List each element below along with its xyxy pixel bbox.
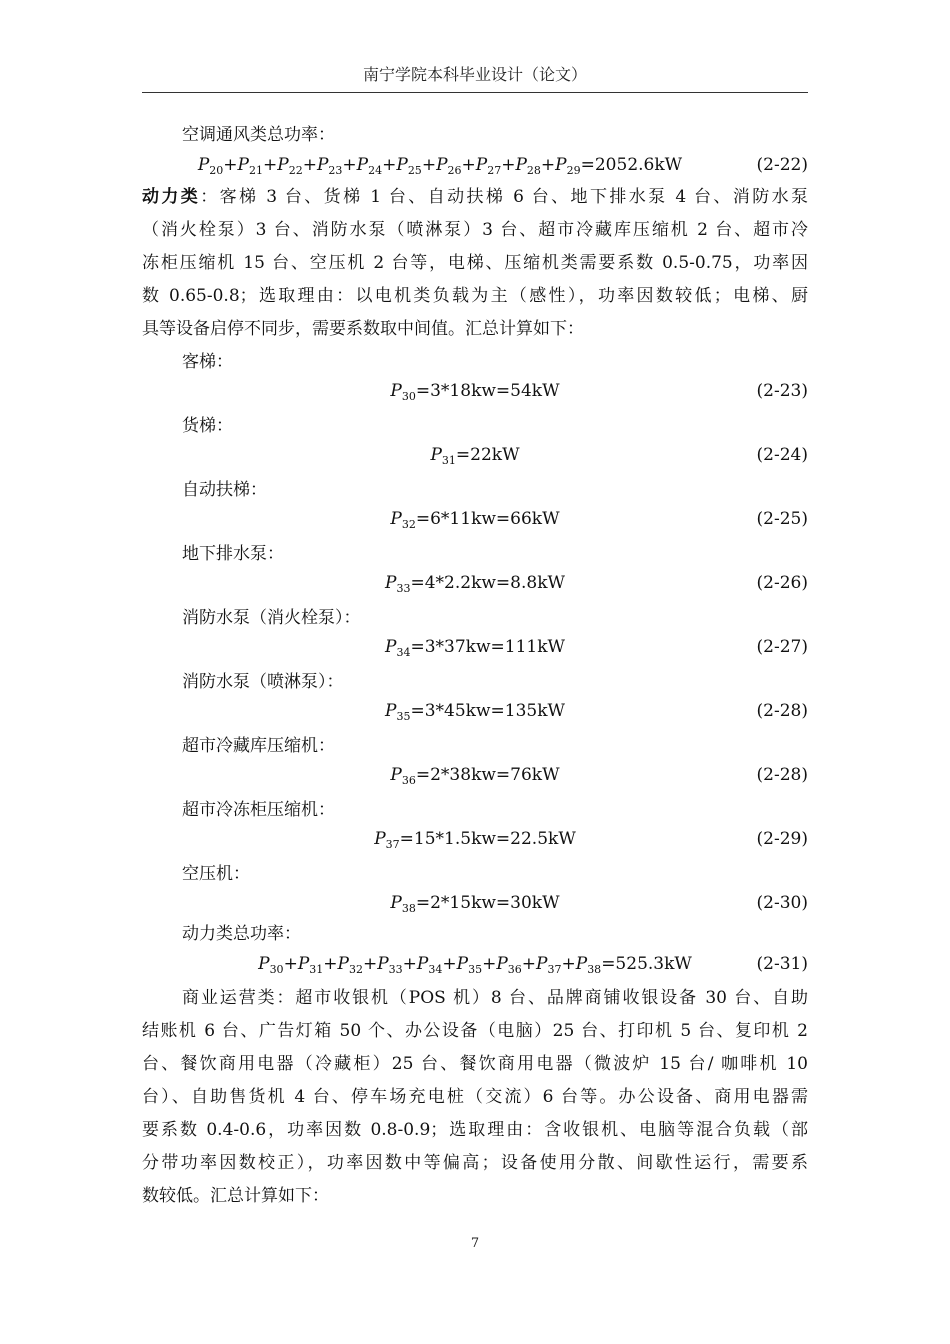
load-equation [142,570,808,596]
power-paragraph-line [142,187,808,207]
power-symbol: P [385,701,397,721]
equation-expression: =3*18kw=54kW [415,381,560,401]
equation-body [142,634,808,660]
business-paragraph-line: 要系数 0.4-0.6，功率因数 0.8-0.9；选取理由：含收银机、电脑等混合负载（部 [142,1120,808,1140]
power-subscript: 32 [401,518,416,531]
power-symbol: P [385,637,397,657]
power-paragraph-line: 冻柜压缩机 15 台、空压机 2 台等，电梯、压缩机类需要系数 0.5-0.75，功率因 [142,253,808,273]
load-label: 消防水泵（喷淋泵）： [182,672,344,692]
equation-expression: =3*37kw=111kW [410,637,565,657]
equation-number: (2-28) [756,701,808,721]
load-equation [142,762,808,788]
load-label: 超市冷藏库压缩机： [182,736,335,756]
load-equation [142,890,808,916]
hvac-total-label: 空调通风类总功率： [182,125,335,145]
power-symbol: P [390,893,402,913]
power-heading: 动力类 [142,187,201,207]
power-symbol: P [374,829,386,849]
load-equation [142,698,808,724]
power-paragraph-line: （消火栓泵）3 台、消防水泵（喷淋泵）3 台、超市冷藏库压缩机 2 台、超市冷 [142,220,808,240]
equation-body [142,570,808,596]
power-subscript: 31 [441,454,456,467]
power-total-label: 动力类总功率： [182,924,301,944]
load-label: 自动扶梯： [182,480,267,500]
equation-number: (2-28) [756,765,808,785]
load-label: 货梯： [182,416,233,436]
power-subscript: 34 [396,646,411,659]
power-subscript: 35 [396,710,411,723]
equation-number: (2-26) [756,573,808,593]
business-paragraph-line: 数较低。汇总计算如下： [142,1186,329,1206]
equation-number: (2-24) [756,445,808,465]
power-p1-rest: ：客梯 3 台、货梯 1 台、自动扶梯 6 台、地下排水泵 4 台、消防水泵 [200,187,809,207]
equation-result: =2052.6kW [580,155,683,175]
equation-body [142,378,808,404]
equation-number: (2-25) [756,509,808,529]
power-subscript: 36 [401,774,416,787]
business-paragraph-line: 结账机 6 台、广告灯箱 50 个、办公设备（电脑）25 台、打印机 5 台、复印机 2 [142,1021,808,1041]
business-paragraph-line: 商业运营类：超市收银机（POS 机）8 台、品牌商铺收银设备 30 台、自助 [182,988,808,1008]
power-symbol: P [390,509,402,529]
equation-body [142,506,808,532]
load-equation [142,506,808,532]
equation-expression: =6*11kw=66kW [415,509,560,529]
equation-body [142,762,808,788]
load-equation [142,442,808,468]
load-label: 消防水泵（消火栓泵）： [182,608,361,628]
equation-result: =525.3kW [601,954,692,974]
equation-expression: =22kW [455,445,520,465]
power-symbol: P [390,381,402,401]
equation-body [142,826,808,852]
load-equation [142,826,808,852]
equation-expression: =3*45kw=135kW [410,701,565,721]
equation-number: (2-31) [756,954,808,974]
equation-body [142,890,808,916]
power-subscript: 38 [401,902,416,915]
equation-number: (2-29) [756,829,808,849]
power-symbol: P [430,445,442,465]
equation-expression: =2*38kw=76kW [415,765,560,785]
power-symbol: P [390,765,402,785]
power-subscript: 30 [401,390,416,403]
load-equation [142,634,808,660]
equation-2-31 [142,951,808,977]
power-subscript: 33 [396,582,411,595]
equation-2-22 [142,152,808,178]
page-header: 南宁学院本科毕业设计（论文） [142,62,808,93]
equation-body: $P_{30}+P_{31}+P_{32}+P_{33}+P_{34}+P_{35}+P_{36}+P_{37}+P_{38}=525.3kW$ [258,954,692,976]
power-paragraph-line: 具等设备启停不同步，需要系数取中间值。汇总计算如下： [142,319,584,339]
equation-body: $P_{20}+P_{21}+P_{22}+P_{23}+P_{24}+P_{25}+P_{26}+P_{27}+P_{28}+P_{29}=2052.6kW$ [197,155,683,177]
equation-number: (2-27) [756,637,808,657]
equation-expression: =4*2.2kw=8.8kW [410,573,565,593]
power-paragraph-line: 数 0.65-0.8；选取理由：以电机类负载为主（感性），功率因数较低；电梯、厨 [142,286,808,306]
equation-number: (2-23) [756,381,808,401]
equation-number: (2-22) [756,155,808,175]
business-paragraph-line: 台）、自助售货机 4 台、停车场充电桩（交流）6 台等。办公设备、商用电器需 [142,1087,808,1107]
business-paragraph-line: 台、餐饮商用电器（冷藏柜）25 台、餐饮商用电器（微波炉 15 台/ 咖啡机 10 [142,1054,808,1074]
equation-body [142,442,808,468]
load-label: 超市冷冻柜压缩机： [182,800,335,820]
equation-number: (2-30) [756,893,808,913]
equation-body [142,698,808,724]
load-label: 空压机： [182,864,250,884]
equation-expression: =2*15kw=30kW [415,893,560,913]
power-symbol: P [385,573,397,593]
load-label: 地下排水泵： [182,544,284,564]
load-equation [142,378,808,404]
equation-expression: =15*1.5kw=22.5kW [399,829,576,849]
load-label: 客梯： [182,352,233,372]
business-paragraph-line: 分带功率因数校正），功率因数中等偏高；设备使用分散、间歇性运行，需要系 [142,1153,808,1173]
page-number: 7 [470,1236,480,1251]
power-subscript: 37 [385,838,400,851]
